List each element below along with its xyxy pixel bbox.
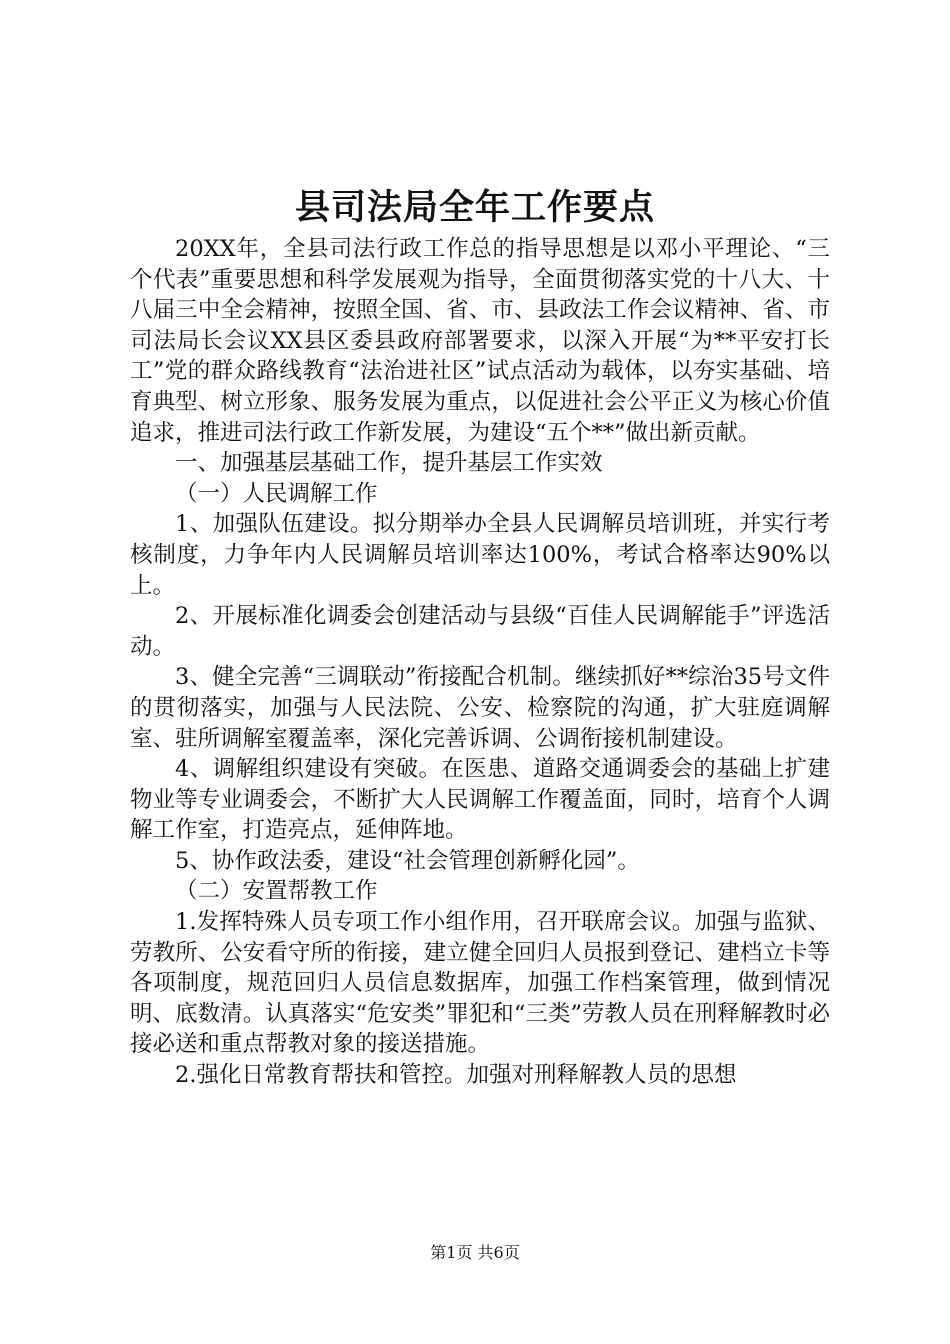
paragraph-item: 5、协作政法委，建设“社会管理创新孵化园”。 (175, 847, 640, 874)
document-body (130, 234, 830, 1091)
paragraph-item: 1.发挥特殊人员专项工作小组作用，召开联席会议。加强与监狱、劳教所、公安看守所的衔接，建立健全回归人员报到登记、建档立卡等各项制度，规范回归人员信息数据库，加强工作档案管理，做到情况明、底数清。认真落实“危安类”罪犯和“三类”劳教人员在刑释解教时必接必送和重点帮教对象的接送措施。 (130, 909, 830, 1058)
paragraph-item: 2、开展标准化调委会创建活动与县级“百佳人民调解能手”评选活动。 (130, 603, 830, 660)
paragraph-item: 2.强化日常教育帮扶和管控。加强对刑释解教人员的思想 (175, 1062, 737, 1089)
page-footer: 第1页 共6页 (430, 1243, 520, 1262)
subsection-heading-mediation: （一）人民调解工作 (175, 480, 378, 507)
document-title: 县司法局全年工作要点 (294, 188, 655, 228)
paragraph-item: 4、调解组织建设有突破。在医患、道路交通调委会的基础上扩建物业等专业调委会，不断扩大人民调解工作覆盖面，同时，培育个人调解工作室，打造亮点，延伸阵地。 (130, 756, 830, 844)
subsection-heading-resettlement: （二）安置帮教工作 (175, 878, 378, 905)
paragraph-item: 1、加强队伍建设。拟分期举办全县人民调解员培训班，并实行考核制度，力争年内人民调解员培训率达100%，考试合格率达90%以上。 (130, 511, 830, 599)
section-heading-1: 一、加强基层基础工作，提升基层工作实效 (175, 450, 603, 477)
paragraph-item: 3、健全完善“三调联动”衔接配合机制。继续抓好**综治35号文件的贯彻落实，加强与人民法院、公安、检察院的沟通，扩大驻庭调解室、驻所调解室覆盖率，深化完善诉调、公调衔接机制建设。 (130, 664, 830, 752)
paragraph-guiding-ideology: 20XX年，全县司法行政工作总的指导思想是以邓小平理论、“三个代表”重要思想和科学发展观为指导，全面贯彻落实党的十八大、十八届三中全会精神，按照全国、省、市、县政法工作会议精神、省、市司法局长会议XX县区委县政府部署要求，以深入开展“为**平安打长工”党的群众路线教育“法治进社区”试点活动为载体，以夯实基础、培育典型、树立形象、服务发展为重点，以促进社会公平正义为核心价值追求，推进司法行政工作新发展，为建设“五个**”做出新贡献。 (130, 236, 830, 446)
